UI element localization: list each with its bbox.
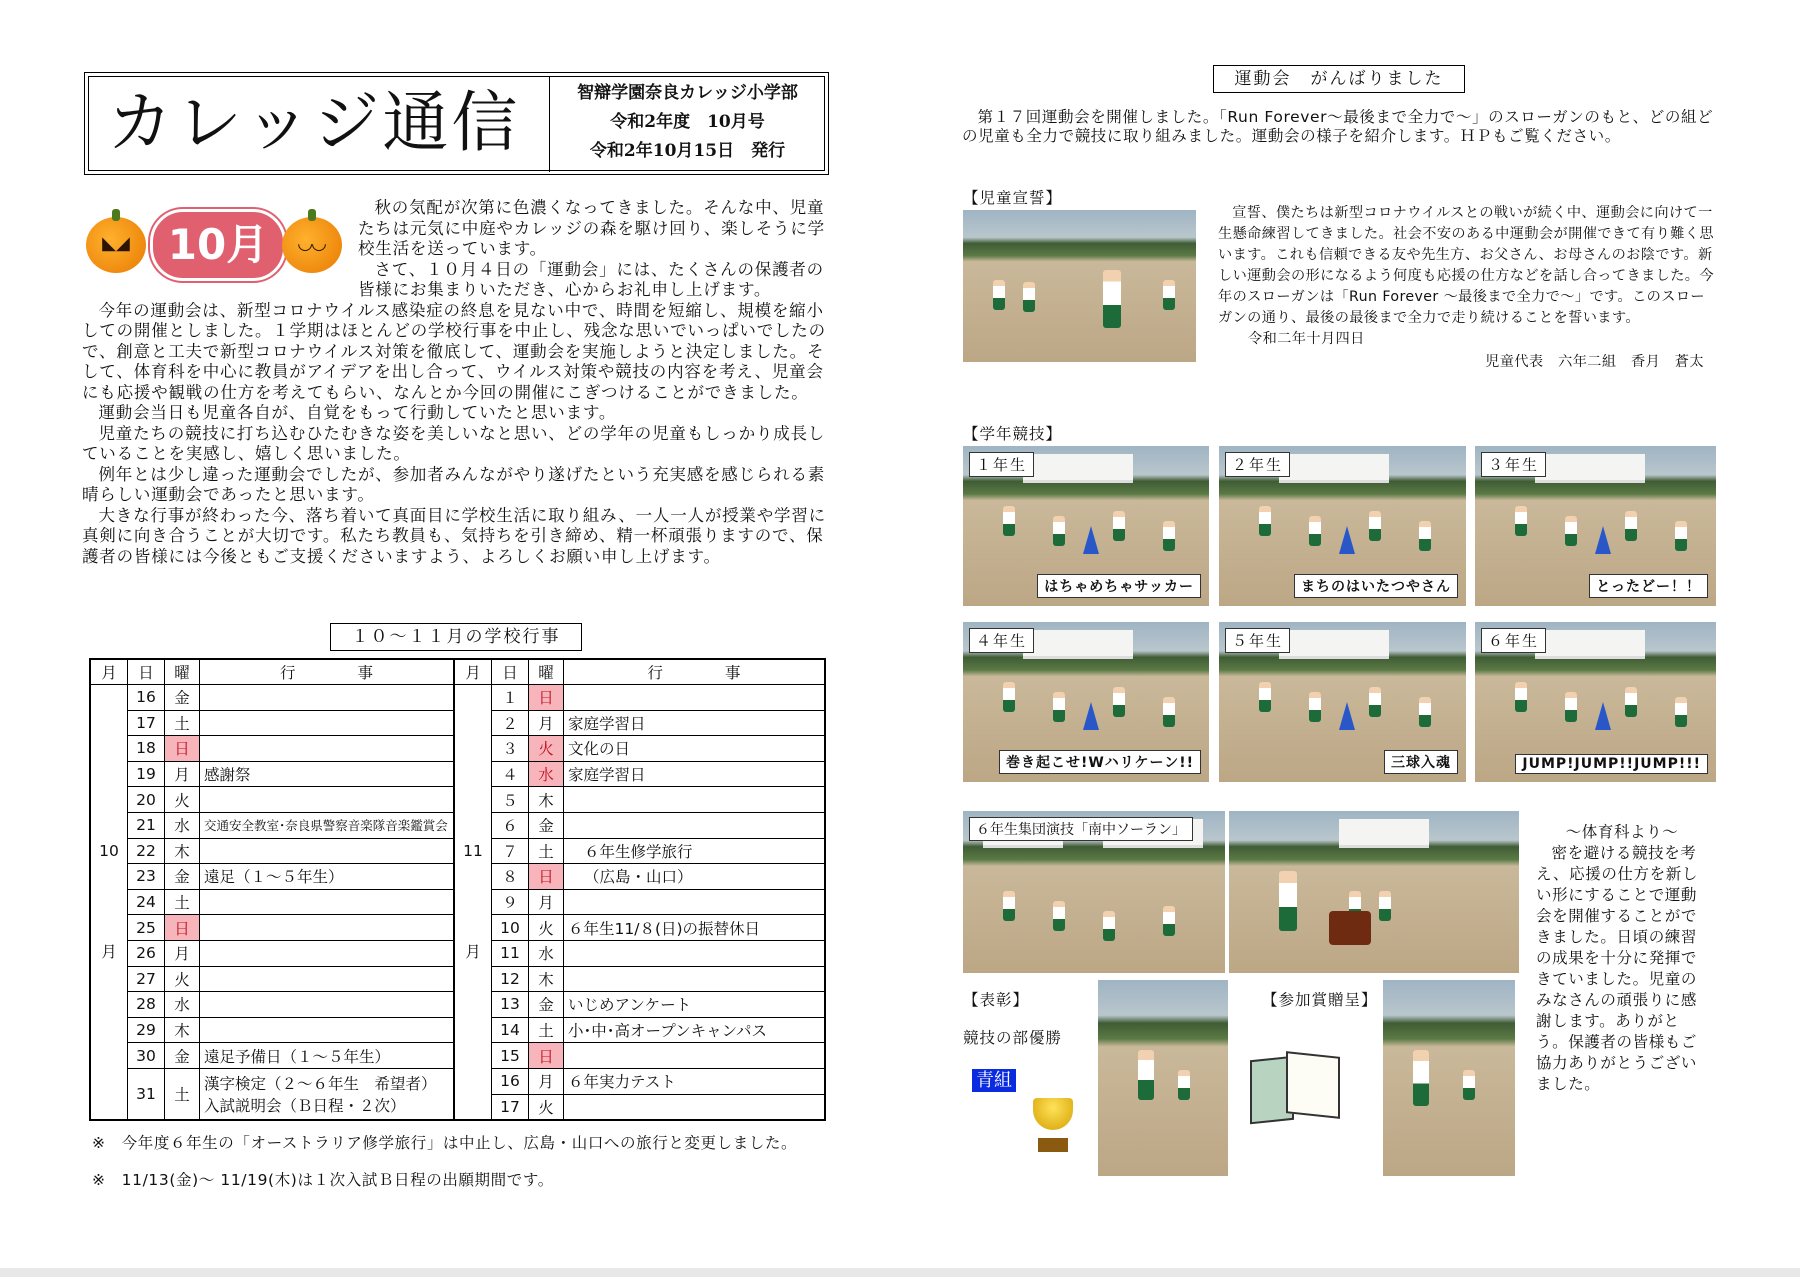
weekday-cell: 月	[529, 1068, 564, 1094]
pe-title: ～体育科より～	[1565, 823, 1679, 841]
event-cell: ６年生11/８(日)の振替休日	[564, 915, 826, 941]
header-month: 月	[454, 659, 492, 685]
weekday-cell: 火	[529, 915, 564, 941]
weekday-cell: 木	[529, 787, 564, 813]
event-cell: ６年実力テスト	[564, 1068, 826, 1094]
drum-photo	[1229, 811, 1519, 973]
grade-tag: １年生	[969, 452, 1034, 477]
grade-tag: ４年生	[969, 628, 1034, 653]
day-cell: ６	[492, 812, 529, 838]
day-cell: 18	[128, 736, 165, 762]
day-cell: １	[492, 685, 529, 711]
grade-caption: 巻き起こせ!Wハリケーン!!	[999, 750, 1201, 774]
day-cell: 14	[492, 1017, 529, 1043]
sports-day-intro: 第１７回運動会を開催しました。「Run Forever～最後まで全力で～」のスローガンのもと、どの組どの児童も全力で競技に取り組みました。運動会の様子を紹介します。ＨＰもご覧ください。	[962, 108, 1714, 145]
event-cell	[200, 838, 455, 864]
day-cell: 24	[128, 889, 165, 915]
gift-photo	[1383, 980, 1515, 1176]
intro-paragraph: 例年とは少し違った運動会でしたが、参加者みんながやり遂げたという充実感を感じられる素晴らしい運動会であったと思います。	[82, 464, 826, 504]
oath-body: 宣誓、僕たちは新型コロナウイルスとの戦いが続く中、運動会に向けて一生懸命練習してきました。社会不安のある中運動会が開催できて有り難く思います。これも信頼できる友や先生方、お父さん、お母さんのお陰です。新しい運動会の形になるよう何度も応援の仕方などを話し合ってきました。今年のスローガンは「Run Forever ～最後まで全力で～」です。このスローガンの通り、最後の最後まで全力で走り続けることを誓います。	[1218, 205, 1714, 326]
gift-label: 【参加賞贈呈】	[1262, 991, 1378, 1009]
weekday-cell: 土	[165, 889, 200, 915]
day-cell: 17	[128, 710, 165, 736]
event-cell: 小･中･高オープンキャンパス	[564, 1017, 826, 1043]
footnote: ※ 今年度６年生の「オーストラリア修学旅行」は中止し、広島・山口への旅行と変更しました。	[92, 1134, 798, 1152]
event-cell	[200, 889, 455, 915]
month-number: 11	[463, 842, 483, 861]
pumpkin-icon: ◡◡	[282, 217, 342, 273]
event-cell	[200, 1017, 455, 1043]
oath-date: 令和二年十月四日	[1248, 331, 1365, 347]
weekday-cell: 土	[529, 838, 564, 864]
trophy-icon	[1028, 1098, 1078, 1158]
grade-photo	[1475, 622, 1716, 782]
weekday-cell: 日	[165, 736, 200, 762]
weekday-cell: 日	[165, 915, 200, 941]
event-cell	[200, 992, 455, 1018]
masthead	[88, 76, 825, 171]
grade-tag: ２年生	[1225, 452, 1290, 477]
weekday-cell: 土	[165, 710, 200, 736]
event-text: 遠足（１～５年生）	[204, 868, 344, 887]
event-text: 入試説明会（Ｂ日程・２次）	[204, 1097, 406, 1115]
award-subtitle: 競技の部優勝	[963, 1029, 1063, 1047]
day-cell: 13	[492, 992, 529, 1018]
event-cell	[564, 1094, 826, 1120]
event-cell	[564, 966, 826, 992]
header-month: 月	[90, 659, 128, 685]
day-cell: 29	[128, 1017, 165, 1043]
weekday-cell: 火	[165, 787, 200, 813]
day-cell: 16	[492, 1068, 529, 1094]
intro-article	[82, 198, 834, 567]
header-event: 行 事	[200, 659, 455, 685]
month-badge: 10月	[150, 209, 286, 281]
day-cell: 25	[128, 915, 165, 941]
event-cell	[200, 864, 455, 890]
issue-date: 令和2年10月15日 発行	[589, 141, 786, 161]
month-cell	[90, 685, 128, 1121]
day-cell: 20	[128, 787, 165, 813]
day-cell: ８	[492, 864, 529, 890]
event-cell	[200, 940, 455, 966]
event-cell	[200, 761, 455, 787]
event-cell	[200, 685, 455, 711]
grade-caption: まちのはいたつやさん	[1294, 574, 1458, 598]
weekday-cell: 土	[165, 1068, 200, 1120]
group-tag: ６年生集団演技「南中ソーラン」	[969, 817, 1193, 841]
grade-caption: 三球入魂	[1384, 750, 1458, 774]
weekday-cell: 火	[529, 1094, 564, 1120]
weekday-cell: 火	[165, 966, 200, 992]
grade-photo	[963, 622, 1209, 782]
weekday-cell: 木	[165, 838, 200, 864]
event-cell	[564, 787, 826, 813]
day-cell: 17	[492, 1094, 529, 1120]
footnote: ※ 11/13(金)～ 11/19(木)は１次入試Ｂ日程の出願期間です。	[92, 1171, 554, 1189]
intro-paragraph: 今年の運動会は、新型コロナウイルス感染症の終息を見ない中で、時間を短縮し、規模を縮小しての開催としました。１学期はほとんどの学校行事を中止し、残念な思いでいっぱいでしたので、創意と工夫で新型コロナウイルス対策を徹底して、運動会を実施しようと決定しました。そして、体育科を中心に教員がアイデアを出し合って、ウイルス対策や競技の内容を考え、児童会にも応援や観戦の仕方を考えてもらい、なんとか今回の開催にこぎつけることができました。	[82, 300, 826, 402]
weekday-cell: 金	[165, 864, 200, 890]
newsletter-title: カレッジ通信	[107, 84, 521, 161]
weekday-cell: 金	[529, 812, 564, 838]
event-cell	[200, 787, 455, 813]
grade-label: 【学年競技】	[963, 425, 1063, 443]
event-cell	[200, 1068, 455, 1120]
oath-text	[1218, 203, 1714, 373]
event-text: 漢字検定（２～６年生 希望者）	[204, 1075, 437, 1093]
header-day: 日	[128, 659, 165, 685]
oath-label: 【児童宣誓】	[963, 189, 1063, 207]
day-cell: 15	[492, 1043, 529, 1069]
event-cell	[564, 812, 826, 838]
day-cell: 28	[128, 992, 165, 1018]
day-cell: 19	[128, 761, 165, 787]
day-cell: 21	[128, 812, 165, 838]
award-label: 【表彰】	[963, 991, 1030, 1009]
day-cell: 27	[128, 966, 165, 992]
grade-tag: ５年生	[1225, 628, 1290, 653]
day-cell: 10	[492, 915, 529, 941]
weekday-cell: 水	[529, 761, 564, 787]
day-cell: ４	[492, 761, 529, 787]
event-cell: いじめアンケート	[564, 992, 826, 1018]
grade-tag: ６年生	[1481, 628, 1546, 653]
weekday-cell: 日	[529, 685, 564, 711]
day-cell: 31	[128, 1068, 165, 1120]
masthead-info	[549, 77, 825, 172]
grade-caption: とったどー！！	[1589, 574, 1708, 598]
day-cell: ２	[492, 710, 529, 736]
event-cell	[200, 736, 455, 762]
month-suffix: 月	[101, 943, 117, 962]
intro-paragraph: 児童たちの競技に打ち込むひたむきな姿を美しいなと思い、どの学年の児童もしっかり成長していることを実感し、嬉しく思いました。	[82, 423, 826, 463]
event-cell: 家庭学習日	[564, 710, 826, 736]
day-cell: ７	[492, 838, 529, 864]
pumpkin-icon: ◣◢	[86, 217, 146, 273]
weekday-cell: 日	[529, 864, 564, 890]
pe-message	[1536, 822, 1708, 1095]
intro-paragraph: 運動会当日も児童各自が、自覚をもって行動していたと思います。	[98, 403, 617, 422]
event-cell	[564, 889, 826, 915]
event-cell	[200, 1043, 455, 1069]
weekday-cell: 水	[165, 992, 200, 1018]
event-cell	[564, 940, 826, 966]
weekday-cell: 月	[165, 940, 200, 966]
day-cell: 12	[492, 966, 529, 992]
weekday-cell: 月	[529, 710, 564, 736]
event-cell: 家庭学習日	[564, 761, 826, 787]
header-weekday: 曜	[165, 659, 200, 685]
event-cell	[200, 966, 455, 992]
weekday-cell: 木	[529, 966, 564, 992]
event-cell: ６年生修学旅行	[564, 838, 826, 864]
day-cell: ９	[492, 889, 529, 915]
award-photo	[1098, 980, 1228, 1176]
grade-tag: ３年生	[1481, 452, 1546, 477]
grade-photo	[963, 446, 1209, 606]
weekday-cell: 水	[529, 940, 564, 966]
sports-day-heading: 運動会 がんばりました	[1213, 65, 1465, 93]
month-cell	[454, 685, 492, 1121]
event-cell	[564, 1043, 826, 1069]
grade-photo	[1219, 622, 1466, 782]
event-cell: 文化の日	[564, 736, 826, 762]
weekday-cell: 金	[165, 685, 200, 711]
intro-paragraph: さて、１０月４日の「運動会」には、たくさんの保護者の皆様にお集まりいただき、心からお礼申し上げます。	[358, 259, 824, 299]
weekday-cell: 月	[165, 761, 200, 787]
weekday-cell: 土	[529, 1017, 564, 1043]
pe-text: 密を避ける競技を考え、応援の仕方を新しい形にすることで運動会を開催することができました。日頃の練習の成果を十分に発揮できていました。児童のみなさんの頑張りに感謝します。ありがとう。保護者の皆様もご協力ありがとうございました。	[1536, 844, 1698, 1093]
day-cell: 22	[128, 838, 165, 864]
intro-paragraph: 秋の気配が次第に色濃くなってきました。そんな中、児童たちは元気に中庭やカレッジの森を駆け回り、楽しそうに学校生活を送っています。	[358, 198, 825, 258]
header-event: 行 事	[564, 659, 826, 685]
grade-caption: JUMP!JUMP!!JUMP!!!	[1515, 754, 1708, 774]
header-day: 日	[492, 659, 529, 685]
school-name: 智辯学園奈良カレッジ小学部	[577, 83, 798, 103]
month-suffix: 月	[465, 943, 481, 962]
day-cell: 23	[128, 864, 165, 890]
event-cell	[200, 812, 455, 838]
weekday-cell: 金	[165, 1043, 200, 1069]
header-weekday: 曜	[529, 659, 564, 685]
weekday-cell: 金	[529, 992, 564, 1018]
weekday-cell: 日	[529, 1043, 564, 1069]
events-table	[89, 658, 826, 1121]
event-text: 感謝祭	[204, 766, 251, 785]
day-cell: 26	[128, 940, 165, 966]
oath-signature: 児童代表 六年二組 香月 蒼太	[1485, 354, 1704, 370]
day-cell: 16	[128, 685, 165, 711]
events-body	[90, 685, 825, 1121]
book-icon	[1250, 1048, 1342, 1126]
events-title: １０～１１月の学校行事	[330, 623, 582, 651]
event-cell	[564, 685, 826, 711]
grade-caption: はちゃめちゃサッカー	[1037, 574, 1201, 598]
day-cell: ５	[492, 787, 529, 813]
event-cell	[200, 710, 455, 736]
intro-paragraph: 大きな行事が終わった今、落ち着いて真面目に学校生活に取り組み、一人一人が授業や学習に真剣に向き合うことが大切です。私たち教員も、気持ちを引き締め、精一杯頑張りますので、保護者の皆様には今後ともご支援くださいますよう、よろしくお願い申し上げます。	[82, 505, 826, 566]
event-cell: （広島・山口）	[564, 864, 826, 890]
table-row	[90, 685, 825, 711]
page-edge	[0, 1268, 1800, 1277]
award-team: 青組	[972, 1066, 1016, 1092]
weekday-cell: 水	[165, 812, 200, 838]
event-cell	[200, 915, 455, 941]
grade-photo	[1219, 446, 1466, 606]
grade-photo	[1475, 446, 1716, 606]
weekday-cell: 火	[529, 736, 564, 762]
oath-photo	[963, 210, 1196, 362]
group-performance-photo	[963, 811, 1225, 973]
weekday-cell: 月	[529, 889, 564, 915]
day-cell: 30	[128, 1043, 165, 1069]
event-text: 交通安全教室･奈良県警察音楽隊音楽鑑賞会	[204, 818, 448, 834]
weekday-cell: 木	[165, 1017, 200, 1043]
issue-label: 令和2年度 10月号	[610, 112, 765, 132]
event-text: 遠足予備日（１～５年生）	[204, 1047, 391, 1066]
day-cell: 11	[492, 940, 529, 966]
month-number: 10	[99, 842, 119, 861]
day-cell: ３	[492, 736, 529, 762]
